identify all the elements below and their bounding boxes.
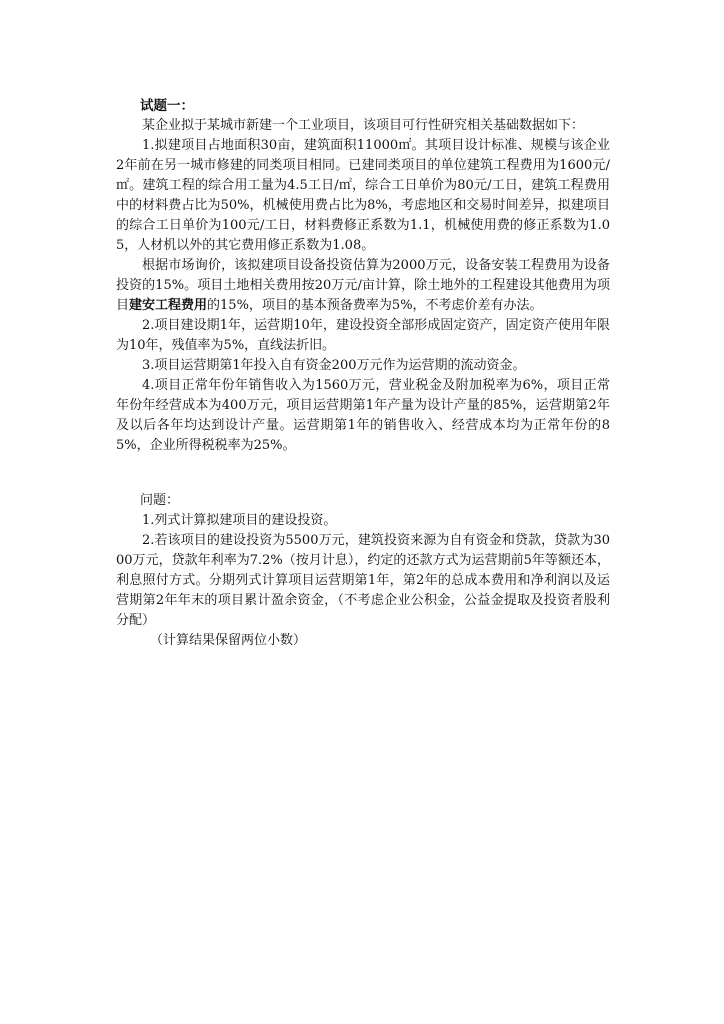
question-2: 2.若该项目的建设投资为5500万元，建筑投资来源为自有资金和贷款，贷款为3000万元，贷款年利率为7.2%（按月计息），约定的还款方式为运营期前5年等额还本，利息照付方式。分期列式计算项目运营期第1年，第2年的总成本费用和净利润以及运营期第2年年末的项目累计盈余资金，（不考虑企业公积金，公益金提取及投资者股利分配）: [116, 533, 610, 628]
market-text-end: 的15%，项目的基本预备费率为5%，不考虑价差有办法。: [207, 298, 543, 313]
questions-label: 问题：: [140, 493, 180, 508]
market-text-start: 根据市场询价，该拟建项目设备投资估算为2000万元，设备安装工程费用为设备投资的15%。项目土地相关费用按20万元/亩计算，除土地外的工程建设其他费用为项目: [116, 258, 610, 313]
item-2-paragraph: 2.项目建设期1年，运营期10年，建设投资全部形成固定资产，固定资产使用年限为10年，残值率为5%，直线法折旧。: [116, 318, 610, 353]
rounding-note: （计算结果保留两位小数）: [150, 633, 307, 648]
item-4-paragraph: 4.项目正常年份年销售收入为1560万元，营业税金及附加税率为6%，项目正常年份年经营成本为400万元，项目运营期第1年产量为设计产量的85%，运营期第2年及以后各年均达到设计产量。运营期第1年的销售收入、经营成本均为正常年份的85%，企业所得税税率为25%。: [116, 378, 611, 453]
document-page: [116, 96, 610, 651]
market-paragraph: [116, 256, 610, 316]
exam-title: 试题一：: [140, 98, 194, 114]
question-1: 1.列式计算拟建项目的建设投资。: [142, 513, 337, 528]
item-1-paragraph: 1.拟建项目占地面积30亩，建筑面积11000㎡。其项目设计标准、规模与该企业2年前在另一城市修建的同类项目相同。已建同类项目的单位建筑工程费用为1600元/㎡。建筑工程的综合用工量为4.5工日/㎡，综合工日单价为80元/工日，建筑工程费用中的材料费占比为50%，机械使用费占比为8%，考虑地区和交易时间差异，拟建项目的综合工日单价为100元/工日，材料费修正系数为1.1，机械使用费的修正系数为1.05，人材机以外的其它费用修正系数为1.08。: [116, 138, 610, 253]
intro-paragraph: 某企业拟于某城市新建一个工业项目，该项目可行性研究相关基础数据如下：: [142, 118, 585, 133]
market-bold-term: 建安工程费用: [129, 298, 208, 313]
item-3-paragraph: 3.项目运营期第1年投入自有资金200万元作为运营期的流动资金。: [142, 358, 526, 373]
section-spacer: [116, 456, 610, 491]
